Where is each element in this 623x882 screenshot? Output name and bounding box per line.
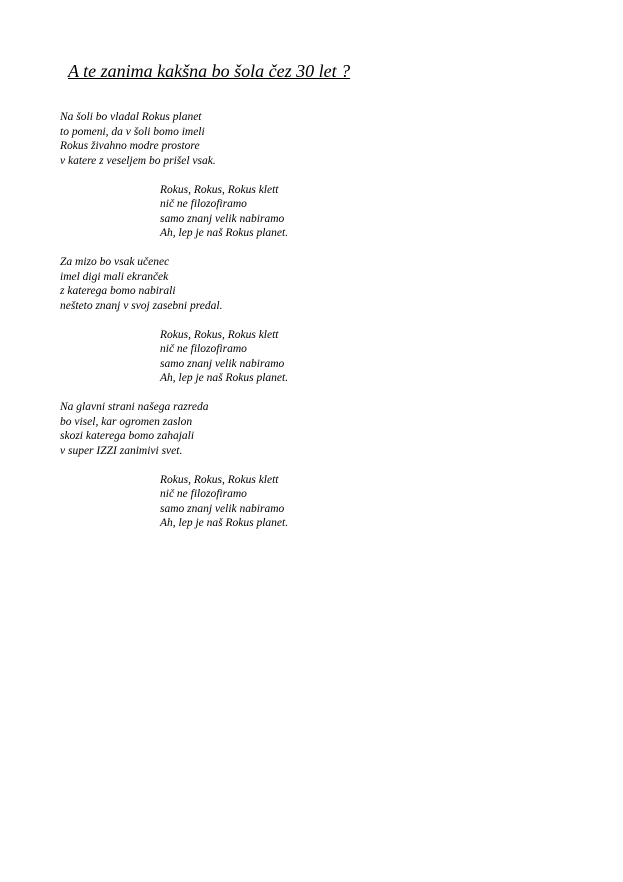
poem-body: [60, 110, 560, 531]
poem-line: nič ne filozofiramo: [160, 343, 247, 355]
poem-line: bo visel, kar ogromen zaslon: [60, 415, 193, 428]
poem-line: Ah, lep je naš Rokus planet.: [160, 372, 289, 384]
poem-line: nič ne filozofiramo: [160, 198, 247, 210]
poem-line: v super IZZI zanimivi svet.: [60, 444, 183, 457]
poem-line: v katere z veseljem bo prišel vsak.: [60, 154, 216, 167]
poem-line: samo znanj velik nabiramo: [160, 502, 285, 515]
poem-line: z katerega bomo nabirali: [60, 285, 176, 297]
poem-line: Na glavni strani našega razreda: [60, 401, 209, 413]
poem-line: nič ne filozofiramo: [160, 488, 247, 500]
poem-line: skozi katerega bomo zahajali: [60, 430, 195, 442]
poem-line: Rokus, Rokus, Rokus klett: [160, 328, 279, 341]
poem-line: Na šoli bo vladal Rokus planet: [60, 111, 202, 123]
stanza-verse-3: [60, 400, 560, 458]
stanza-verse-2: [60, 255, 560, 313]
stanza-chorus-1: [60, 183, 560, 241]
poem-line: Rokus, Rokus, Rokus klett: [160, 473, 279, 486]
poem-line: imel digi mali ekranček: [60, 270, 169, 283]
poem-line: to pomeni, da v šoli bomo imeli: [60, 125, 205, 138]
poem-line: samo znanj velik nabiramo: [160, 212, 285, 225]
stanza-chorus-3: [60, 473, 560, 531]
stanza-verse-1: [60, 110, 560, 168]
poem-line: samo znanj velik nabiramo: [160, 357, 285, 370]
poem-line: Rokus živahno modre prostore: [60, 140, 200, 152]
stanza-chorus-2: [60, 328, 560, 386]
poem-line: Ah, lep je naš Rokus planet.: [160, 227, 289, 239]
poem-line: nešteto znanj v svoj zasebni predal.: [60, 299, 223, 312]
poem-line: Za mizo bo vsak učenec: [60, 256, 170, 268]
poem-line: Rokus, Rokus, Rokus klett: [160, 183, 279, 196]
page-title: A te zanima kakšna bo šola čez 30 let ?: [68, 61, 351, 81]
poem-line: Ah, lep je naš Rokus planet.: [160, 517, 289, 529]
